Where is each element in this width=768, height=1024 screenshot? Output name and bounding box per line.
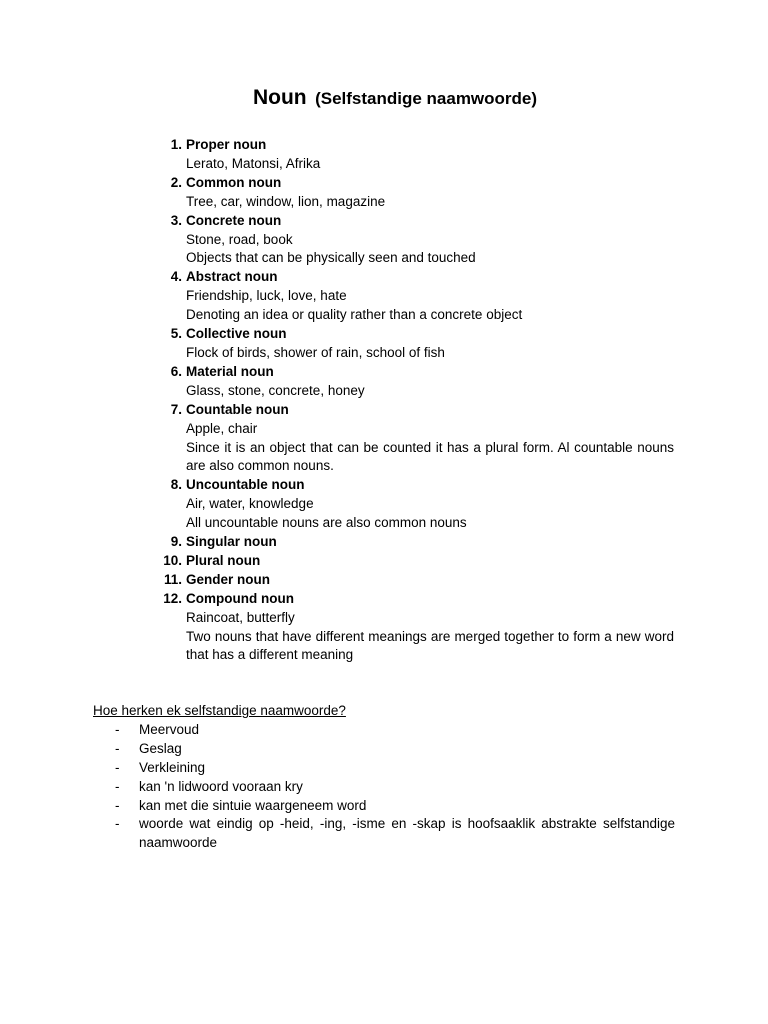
noun-item-name: Abstract noun [186, 269, 278, 285]
noun-item [163, 590, 674, 666]
noun-item [170, 401, 674, 477]
noun-item-name: Collective noun [186, 326, 287, 342]
noun-item-name: Compound noun [186, 590, 294, 606]
recognition-bullet-text: Verkleining [139, 759, 206, 775]
noun-item-number: 7. [170, 401, 182, 417]
noun-item-name: Countable noun [186, 401, 289, 417]
noun-item-number: 6. [170, 363, 182, 379]
noun-item [163, 552, 674, 571]
dash-bullet-icon: - [115, 797, 120, 813]
noun-item-detail: All uncountable nouns are also common nouns [186, 515, 467, 531]
noun-item-detail: Two nouns that have different meanings are merged together to form a new word that has a different meaning [186, 628, 674, 663]
noun-item-detail: Friendship, luck, love, hate [186, 288, 347, 304]
noun-item-detail: Tree, car, window, lion, magazine [186, 193, 386, 209]
noun-item-number: 4. [170, 269, 182, 285]
noun-item-number: 11. [163, 571, 182, 587]
noun-item [170, 174, 674, 212]
noun-item-number: 8. [170, 477, 182, 493]
noun-item-number: 12. [163, 590, 182, 606]
noun-item [170, 212, 674, 269]
noun-item-detail: Denoting an idea or quality rather than a concrete object [186, 307, 523, 323]
noun-item-detail: Flock of birds, shower of rain, school of fish [186, 344, 445, 360]
recognition-bullet-text: kan met die sintuie waargeneem word [139, 797, 367, 813]
noun-item [170, 363, 674, 401]
dash-bullet-icon: - [115, 778, 120, 794]
noun-item-detail: Stone, road, book [186, 231, 293, 247]
noun-item [170, 136, 674, 174]
noun-item-name: Gender noun [186, 571, 270, 587]
noun-item-number: 9. [170, 534, 182, 550]
noun-item-name: Concrete noun [186, 212, 282, 228]
noun-item [163, 571, 674, 590]
noun-item-name: Uncountable noun [186, 477, 305, 493]
recognition-bullet-text: Geslag [139, 740, 182, 756]
recognition-bullet-text: kan 'n lidwoord vooraan kry [139, 778, 303, 794]
recognition-heading: Hoe herken ek selfstandige naamwoorde? [93, 703, 346, 718]
noun-item-name: Singular noun [186, 534, 277, 550]
noun-item-detail: Objects that can be physically seen and touched [186, 250, 476, 266]
noun-item-name: Plural noun [186, 552, 261, 568]
noun-item-detail: Air, water, knowledge [186, 496, 314, 512]
noun-item-detail: Glass, stone, concrete, honey [186, 382, 365, 398]
recognition-bullet-list [93, 721, 675, 853]
dash-bullet-icon: - [115, 816, 120, 832]
noun-item-number: 5. [170, 326, 182, 342]
noun-item [170, 533, 674, 552]
title-subtitle: (Selfstandige naamwoorde) [315, 89, 538, 108]
noun-item-name: Material noun [186, 363, 274, 379]
noun-item-number: 2. [170, 174, 182, 190]
recognition-bullet-item [93, 778, 675, 797]
recognition-bullet-item [93, 815, 675, 853]
recognition-bullet-item [93, 759, 675, 778]
noun-item-number: 1. [170, 137, 182, 152]
page-title [0, 86, 768, 110]
noun-item [170, 325, 674, 363]
recognition-bullet-text: woorde wat eindig op -heid, -ing, -isme en -skap is hoofsaaklik abstrakte selfstandige naamwoorde [139, 816, 675, 851]
recognition-section [93, 702, 675, 853]
title-main: Noun [252, 86, 307, 109]
recognition-bullet-item [93, 740, 675, 759]
noun-item-number: 10. [163, 552, 182, 568]
noun-item [170, 476, 674, 533]
noun-type-list [163, 136, 674, 665]
dash-bullet-icon: - [115, 759, 120, 775]
recognition-bullet-text: Meervoud [139, 721, 200, 737]
recognition-bullet-item [93, 797, 675, 816]
noun-item-name: Proper noun [186, 137, 267, 152]
noun-item-detail: Lerato, Matonsi, Afrika [186, 155, 321, 171]
dash-bullet-icon: - [115, 721, 120, 737]
noun-item-number: 3. [170, 212, 182, 228]
noun-item-detail: Raincoat, butterfly [186, 609, 295, 625]
noun-item-detail: Apple, chair [186, 420, 258, 436]
noun-item-detail: Since it is an object that can be counted it has a plural form. Al countable nouns are also common nouns. [186, 439, 674, 474]
noun-item [170, 268, 674, 325]
recognition-bullet-item [93, 721, 675, 740]
noun-item-name: Common noun [186, 174, 282, 190]
dash-bullet-icon: - [115, 740, 120, 756]
